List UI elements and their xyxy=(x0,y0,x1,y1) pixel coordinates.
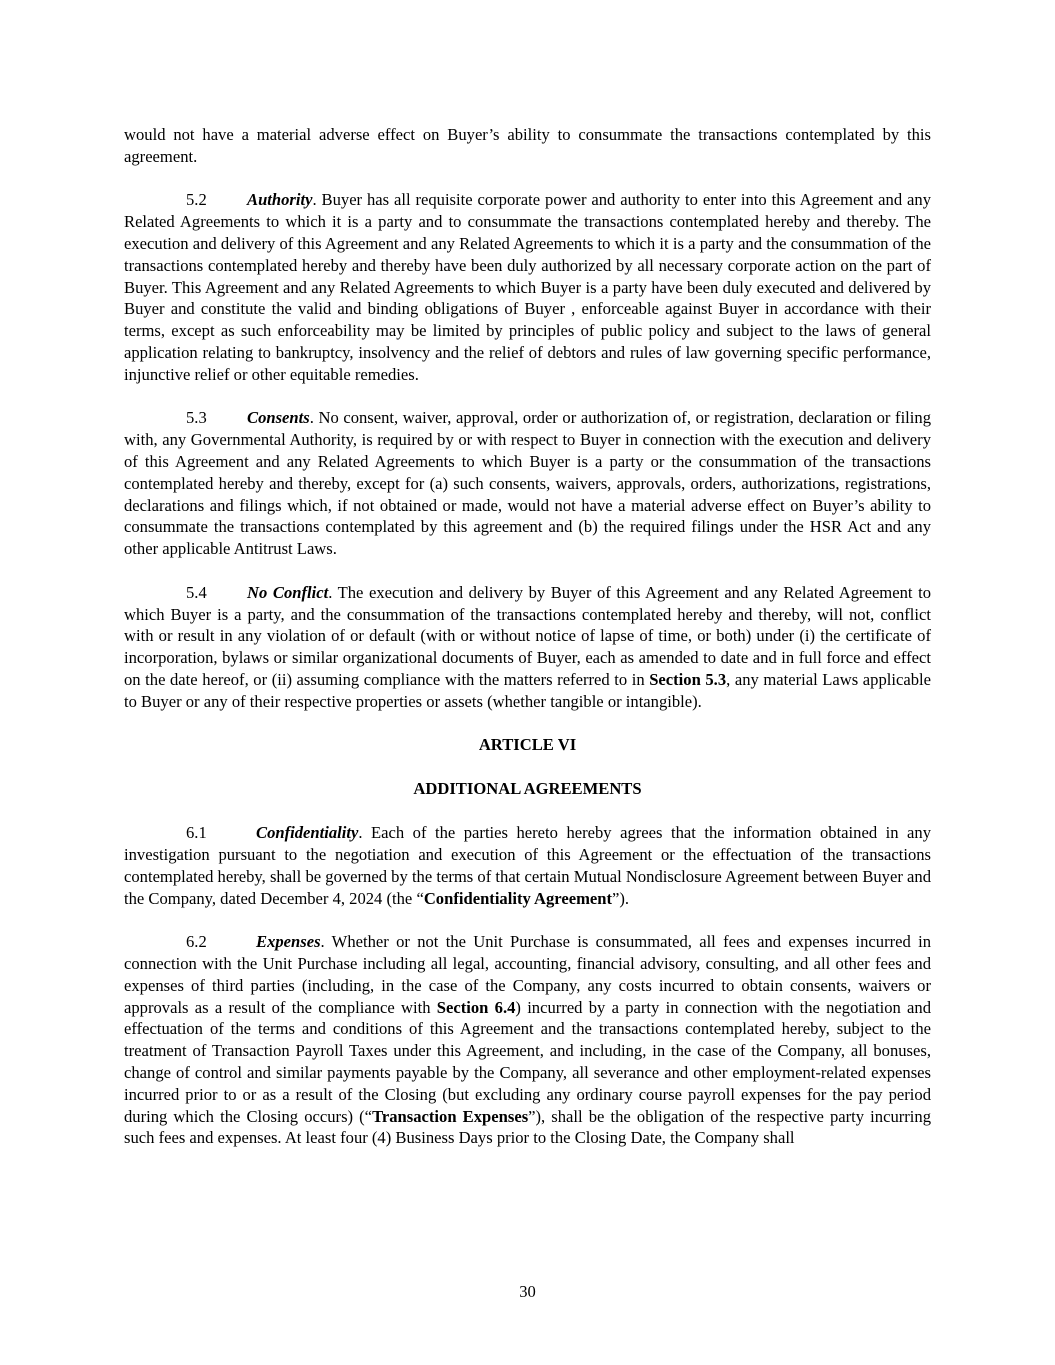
section-body: ”), shall be the obligation of the respective party incurring such fees and expenses. At least four (4) Business Days prior to the Closing Date, the Company shall xyxy=(124,1106,932,1148)
section-body: , any material Laws applicable to Buyer or any of their respective properties or assets (whether tangible or intangible). xyxy=(124,669,931,711)
paragraph-continuation xyxy=(124,124,931,168)
section-number: 5.3 xyxy=(186,408,207,428)
section-title: Confidentiality xyxy=(256,823,359,843)
paragraph-text: would not have a material adverse effect on Buyer’s ability to consummate the transactions contemplated by this agreement. xyxy=(124,125,931,166)
section-5-4 xyxy=(124,582,931,713)
section-title: Consents xyxy=(247,408,310,428)
page-number: 30 xyxy=(519,1282,536,1301)
defined-term: Confidentiality Agreement xyxy=(423,888,613,908)
section-title: Expenses xyxy=(256,932,321,952)
section-number: 6.2 xyxy=(186,932,207,952)
section-title: No Conflict xyxy=(247,582,329,602)
section-number: 6.1 xyxy=(186,823,207,843)
defined-term: Transaction Expenses xyxy=(372,1106,529,1126)
section-5-2 xyxy=(124,189,931,385)
section-5-3 xyxy=(124,407,931,560)
section-title: Authority xyxy=(247,190,313,210)
section-body: ”). xyxy=(612,888,630,908)
section-6-1 xyxy=(124,822,931,909)
section-6-2 xyxy=(124,931,931,1149)
section-body: ) incurred by a party in connection with the negotiation and effectuation of the terms and conditions of this Agreement and the transactions contemplated hereby, subject to the treatment of Transaction Payroll Taxes under this Agreement, and including, in the case of the Company, all bonuses, change of control and similar payments payable by the Company, all severance and other employment-related expenses incurred prior to or as a result of the Closing (but excluding any ordinary course payroll expenses for the pay period during which the Closing occurs) (“ xyxy=(124,997,932,1126)
section-number: 5.2 xyxy=(186,190,207,210)
section-reference: Section 5.3 xyxy=(649,669,727,689)
article-number: ARTICLE VI xyxy=(478,735,577,755)
section-body: . Each of the parties hereto hereby agrees that the information obtained in any investigation pursuant to the negotiation and execution of this Agreement or the effectuation of the transactions contemplated hereby, shall be governed by the terms of that certain Mutual Nondisclosure Agreement between Buyer and the Company, dated December 4, 2024 (the “ xyxy=(124,823,931,908)
section-body: . Buyer has all requisite corporate power and authority to enter into this Agreement and any Related Agreements to which it is a party and to consummate the transactions contemplated hereby and thereby. The execution and delivery of this Agreement and any Related Agreements to which it is a party and the consummation of the transactions contemplated hereby and thereby have been duly authorized by all necessary corporate action on the part of Buyer. This Agreement and any Related Agreements to which Buyer is a party have been duly executed and delivered by Buyer and constitute the valid and binding obligations of Buyer , enforceable against Buyer in accordance with their terms, except as such enforceability may be limited by principles of public policy and subject to the laws of general application relating to bankruptcy, insolvency and the relief of debtors and rules of law governing specific performance, injunctive relief or other equitable remedies. xyxy=(124,190,931,384)
article-title: ADDITIONAL AGREEMENTS xyxy=(413,779,642,799)
section-reference: Section 6.4 xyxy=(436,997,516,1017)
section-body: . No consent, waiver, approval, order or authorization of, or registration, declaration or filing with, any Governmental Authority, is required by or with respect to Buyer in connection with the execution and delivery of this Agreement and any Related Agreements to which Buyer is a party or the consummation of the transactions contemplated hereby and thereby, except for (a) such consents, waivers, approvals, orders, authorizations, registrations, declarations and filings which, if not obtained or made, would not have a material adverse effect on Buyer’s ability to consummate the transactions contemplated by this agreement and (b) the required filings under the HSR Act and any other applicable Antitrust Laws. xyxy=(124,408,931,559)
section-number: 5.4 xyxy=(186,582,207,602)
section-body: . Whether or not the Unit Purchase is consummated, all fees and expenses incurred in connection with the Unit Purchase including all legal, accounting, financial advisory, consulting, and all other fees and expenses of third parties (including, in the case of the Company, any costs incurred to obtain consents, waivers or approvals as a result of the compliance with xyxy=(124,932,931,1017)
document-page xyxy=(124,124,931,1171)
section-body: . The execution and delivery by Buyer of this Agreement and any Related Agreement to which Buyer is a party, and the consummation of the transactions contemplated hereby and thereby, will not, conflict with or result in any violation of or default (with or without notice of lapse of time, or both) under (i) the certificate of incorporation, bylaws or similar organizational documents of Buyer, each as amended to date and in full force and effect on the date hereof, or (ii) assuming compliance with the matters referred to in xyxy=(124,582,931,689)
